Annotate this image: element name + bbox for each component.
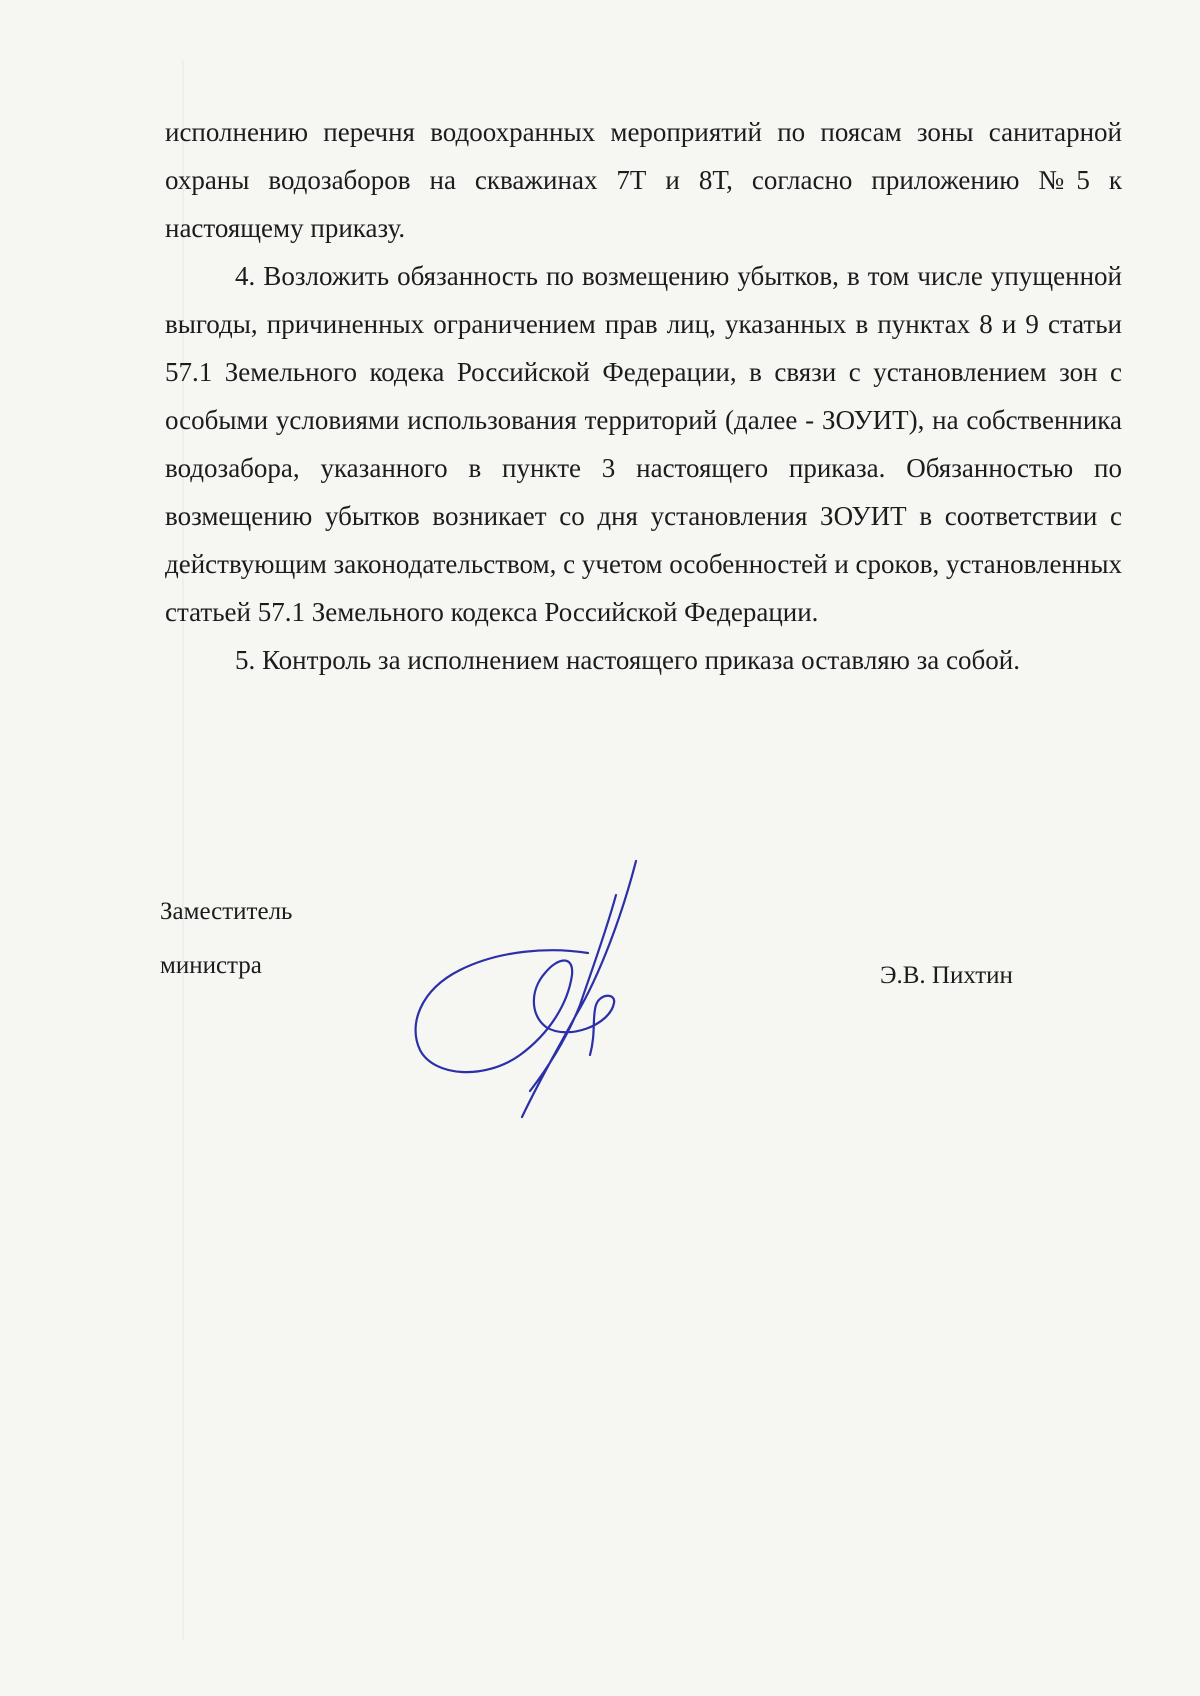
paragraph-continuation: исполнению перечня водоохранных мероприятий по поясам зоны санитарной охраны водозаборов на скважинах 7Т и 8Т, согласно приложению №5 к настоящему приказу.	[165, 117, 1122, 243]
signatory-title-line-1: Заместитель	[160, 898, 293, 925]
handwritten-signature-icon	[400, 855, 660, 1125]
document-body	[165, 108, 1122, 684]
signatory-title-line-2: министра	[160, 952, 262, 979]
paragraph-4: 4. Возложить обязанность по возмещению убытков, в том числе упущенной выгоды, причиненных ограничением прав лиц, указанных в пунктах 8 и 9 статьи 57.1 Земельного кодека Российской Федерации, в связи с установлением зон с особыми условиями использования территорий (далее - ЗОУИТ), на собственника водозабора, указанного в пункте 3 настоящего приказа. Обязанностью по возмещению убытков возникает со дня установления ЗОУИТ в соответствии с действующим законодательством, с учетом особенностей и сроков, установленных статьей 57.1 Земельного кодекса Российской Федерации.	[165, 261, 1122, 627]
signatory-name: Э.В. Пихтин	[880, 962, 1013, 989]
paragraph-5: 5. Контроль за исполнением настоящего приказа оставляю за собой.	[235, 645, 1020, 675]
